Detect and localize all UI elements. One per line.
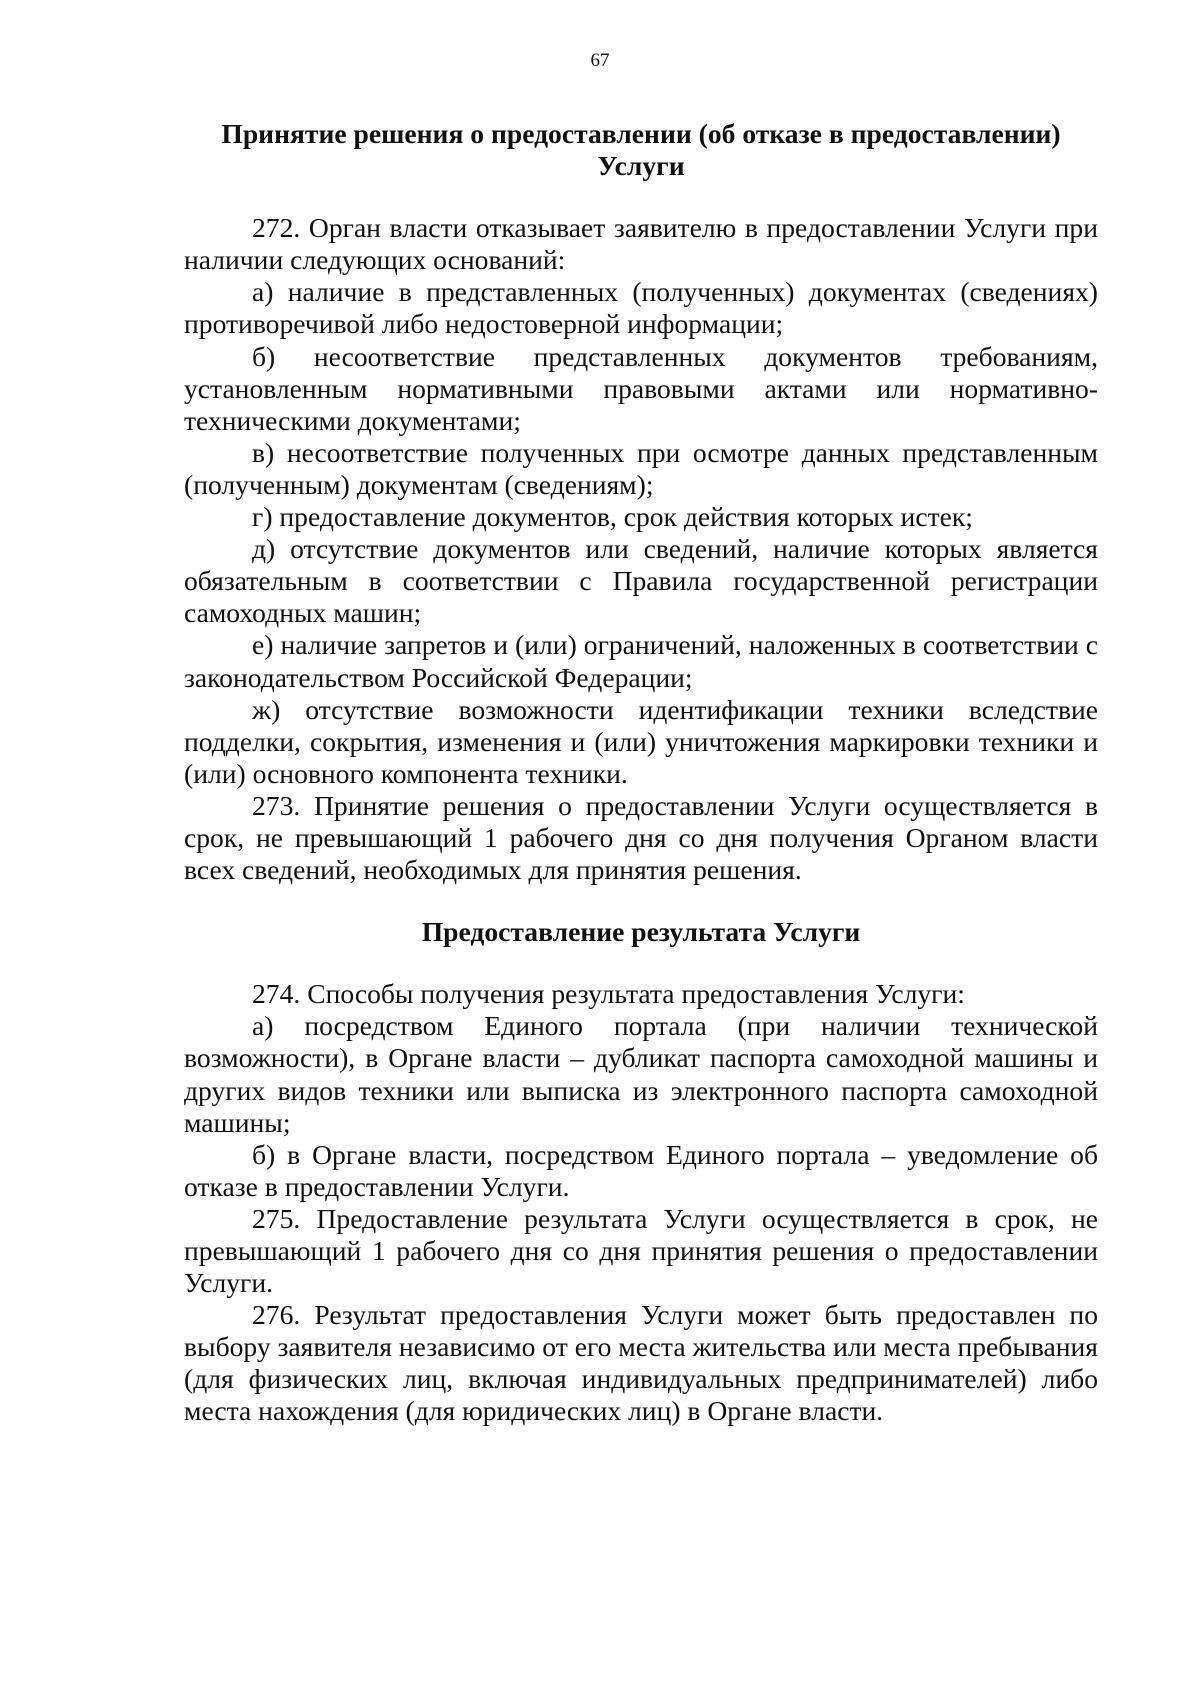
- paragraph-272-b: б) несоответствие представленных документов требованиям, установленным нормативными правовыми актами или нормативно-техническими документами;: [184, 340, 1098, 436]
- section-heading-result: Предоставление результата Услуги: [421, 916, 861, 948]
- paragraph-275: 275. Предоставление результата Услуги осуществляется в срок, не превышающий 1 рабочего дня со дня принятия решения о предоставлении Услуги.: [184, 1202, 1098, 1299]
- section-heading-decision-line1: Принятие решения о предоставлении (об отказе в предоставлении): [221, 118, 1061, 149]
- section-heading-decision: [184, 118, 1098, 182]
- paragraph-272-zh: ж) отсутствие возможности идентификации техники вследствие подделки, сокрытия, изменения и (или) уничтожения маркировки техники и (или) основного компонента техники.: [184, 693, 1098, 789]
- paragraph-273: 273. Принятие решения о предоставлении Услуги осуществляется в срок, не превышающий 1 рабочего дня со дня получения Органом власти всех сведений, необходимых для принятия решения.: [184, 789, 1098, 886]
- paragraph-276: 276. Результат предоставления Услуги может быть предоставлен по выбору заявителя независимо от его места жительства или места пребывания (для физических лиц, включая индивидуальных предпринимателей) либо места нахождения (для юридических лиц) в Органе власти.: [184, 1299, 1098, 1427]
- paragraph-274-b: б) в Органе власти, посредством Единого портала – уведомление об отказе в предоставлении Услуги.: [184, 1138, 1098, 1202]
- section-heading-decision-line2: Услуги: [597, 150, 685, 182]
- paragraph-272: 272. Орган власти отказывает заявителю в предоставлении Услуги при наличии следующих оснований:: [184, 212, 1098, 276]
- paragraph-274-a: а) посредством Единого портала (при наличии технической возможности), в Органе власти – дубликат паспорта самоходной машины и других видов техники или выписка из электронного паспорта самоходной машины;: [184, 1010, 1098, 1138]
- paragraph-272-a: а) наличие в представленных (полученных) документах (сведениях) противоречивой либо недостоверной информации;: [184, 276, 1098, 340]
- paragraph-274: 274. Способы получения результата предоставления Услуги:: [252, 978, 965, 1010]
- paragraph-272-d: д) отсутствие документов или сведений, наличие которых является обязательным в соответствии с Правила государственной регистрации самоходных машин;: [184, 533, 1098, 629]
- paragraph-272-v: в) несоответствие полученных при осмотре данных представленным (полученным) документам (сведениям);: [184, 436, 1098, 500]
- paragraph-272-g: г) предоставление документов, срок действия которых истек;: [252, 501, 973, 533]
- paragraph-272-e: е) наличие запретов и (или) ограничений, наложенных в соответствии с законодательством Российской Федерации;: [184, 629, 1098, 693]
- page-number: 67: [590, 50, 610, 71]
- document-body: [184, 118, 1098, 1428]
